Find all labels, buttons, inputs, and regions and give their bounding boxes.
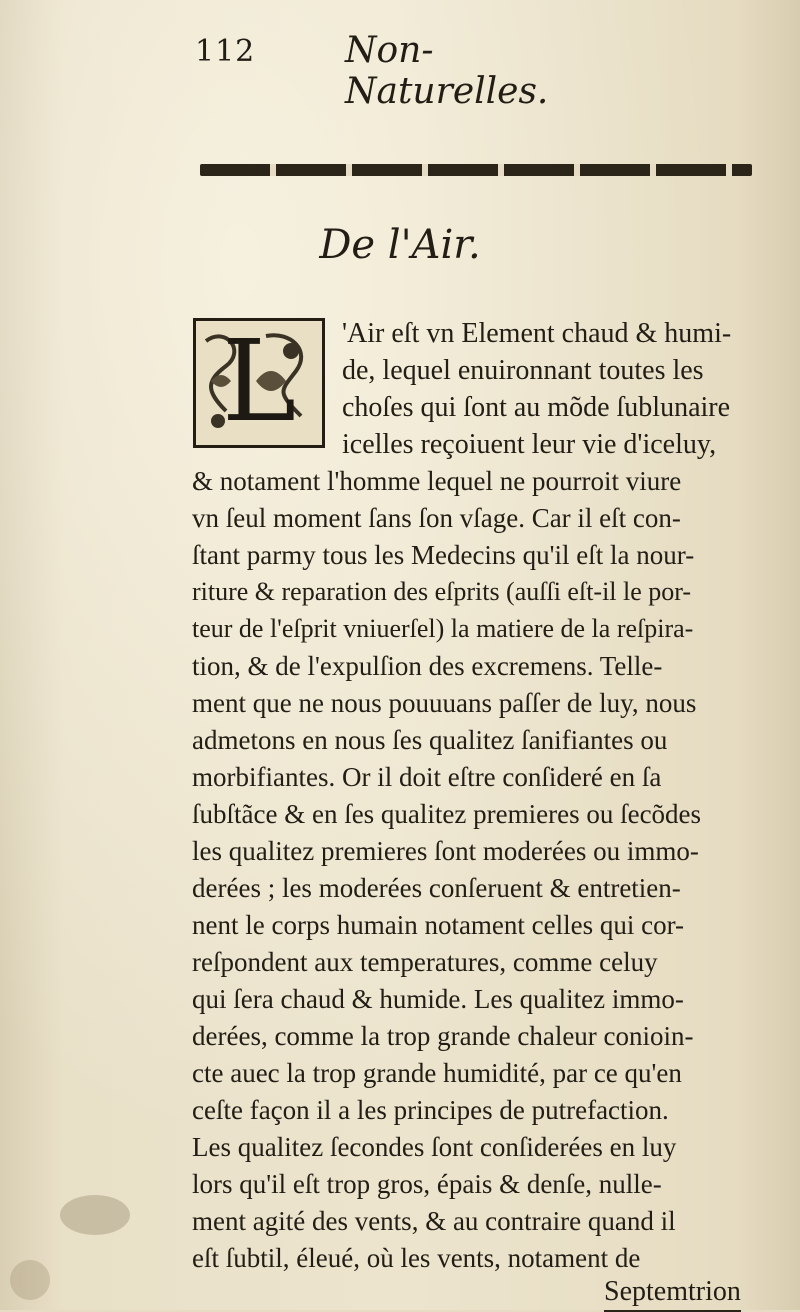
text-line: de, lequel enuironnant toutes les <box>342 355 704 386</box>
section-title: De l'Air. <box>319 222 481 268</box>
running-title: Non-Naturelles. <box>345 30 549 112</box>
decorated-initial <box>193 318 325 448</box>
text-line: teur de l'eſprit vniuerſel) la matiere de la reſpira- <box>192 614 694 643</box>
text-line: cte auec la trop grande humidité, par ce qu'en <box>192 1058 682 1088</box>
text-line: tion, & de l'expulſion des excremens. Telle- <box>192 651 663 681</box>
text-line: les qualitez premieres ſont moderées ou immo- <box>192 836 699 866</box>
text-line: reſpondent aux temperatures, comme celuy <box>192 947 658 977</box>
paper-stain <box>60 1195 130 1235</box>
text-line: ceſte façon il a les principes de putrefaction. <box>192 1095 669 1125</box>
text-line: vn ſeul moment ſans ſon vſage. Car il eſt con- <box>192 503 681 533</box>
text-line: ſubſtãce & en ſes qualitez premieres ou ſecõdes <box>192 799 702 829</box>
text-line: derées, comme la trop grande chaleur conioin- <box>192 1021 694 1051</box>
text-line: lors qu'il eſt trop gros, épais & denſe, nulle- <box>192 1169 662 1199</box>
page-header <box>195 30 635 112</box>
text-line: admetons en nous ſes qualitez ſanifiantes ou <box>192 725 668 755</box>
page-number: 112 <box>195 34 256 69</box>
text-line: derées ; les moderées conſeruent & entretien- <box>192 873 681 903</box>
text-line: riture & reparation des eſprits (auſſi eſt-il le por- <box>192 577 692 606</box>
catchword: Septemtrion <box>604 1276 741 1312</box>
text-line: Les qualitez ſecondes ſont conſiderées en luy <box>192 1132 677 1162</box>
text-line: ſtant parmy tous les Medecins qu'il eſt la nour- <box>192 540 695 570</box>
text-line: ment que ne nous pouuuans paſſer de luy, nous <box>192 688 697 718</box>
text-line: eſt ſubtil, éleué, où les vents, notament de <box>192 1243 641 1273</box>
text-line: morbifiantes. Or il doit eſtre conſideré en ſa <box>192 762 662 792</box>
ornamental-rule <box>200 164 752 176</box>
paper-stain <box>10 1260 50 1300</box>
drop-cap-letter: L <box>221 318 297 447</box>
text-line: choſes qui ſont au mõde ſublunaire <box>342 392 731 423</box>
text-line: icelles reçoiuent leur vie d'iceluy, <box>342 429 717 460</box>
text-line: qui ſera chaud & humide. Les qualitez immo- <box>192 984 684 1014</box>
text-line: ment agité des vents, & au contraire quand il <box>192 1206 676 1236</box>
text-line: 'Air eſt vn Element chaud & humi- <box>342 318 732 349</box>
text-line: & notament l'homme lequel ne pourroit viure <box>192 466 682 496</box>
text-line: nent le corps humain notament celles qui cor- <box>192 910 685 940</box>
